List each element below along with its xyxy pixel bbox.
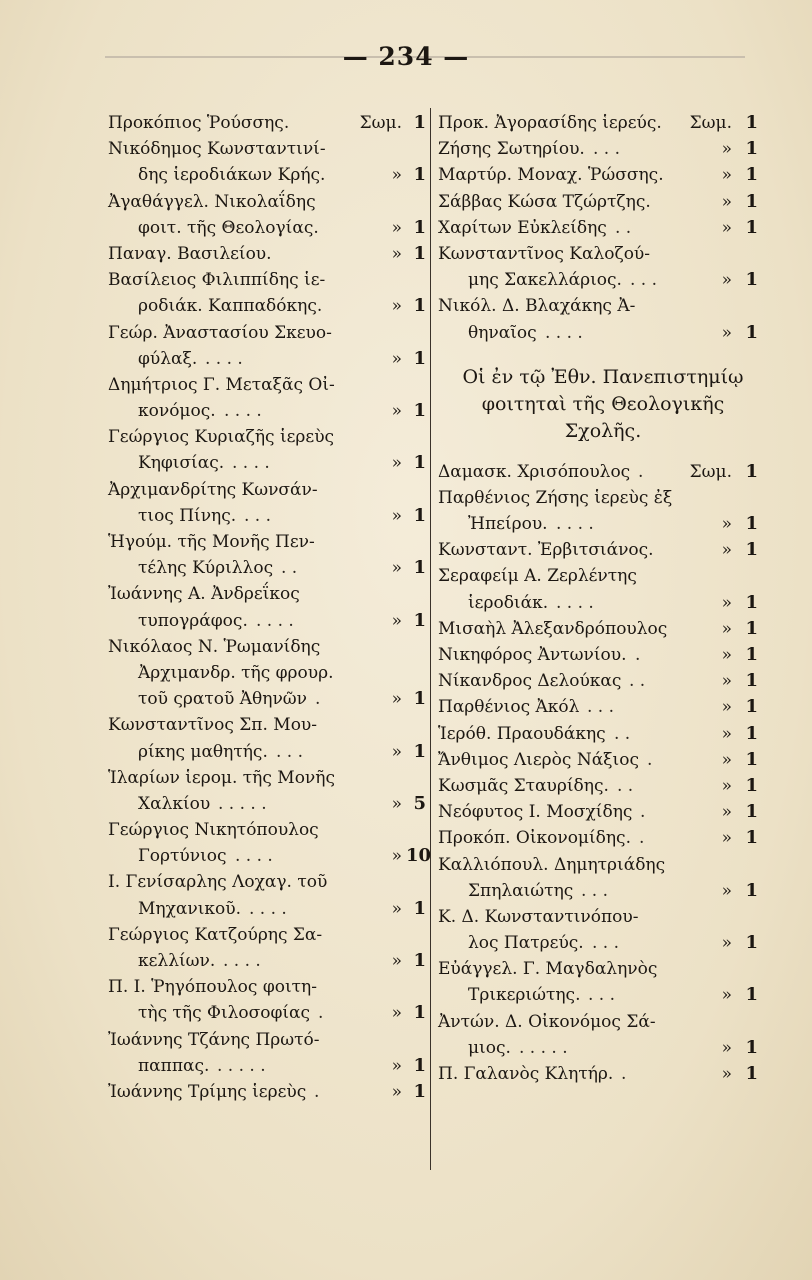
entry-text: Γεώργιος Κατζούρης Σα- xyxy=(108,924,323,945)
entry-text: Τρικεριώτης. xyxy=(468,985,581,1006)
list-entry-line xyxy=(108,581,430,607)
entry-unit-mark: » xyxy=(721,618,732,639)
entry-unit-mark: » xyxy=(721,723,732,744)
list-entry-line xyxy=(108,424,430,450)
entry-count: 1 xyxy=(413,1054,426,1076)
list-entry-line xyxy=(438,1009,768,1035)
entry-leader-dots: . . xyxy=(617,775,634,796)
entry-text: τὴς τῆς Φιλοσοφίας xyxy=(138,1003,311,1024)
entry-text: φοιτ. τῆς Θεολογίας. xyxy=(138,217,319,238)
list-entry-line xyxy=(438,694,768,720)
entry-text: Προκ. Ἀγορασίδης ἱερεύς. xyxy=(438,113,662,133)
entry-count: 1 xyxy=(413,1002,426,1024)
entry-text: Σάββας Κώσα Τζώρτζης. xyxy=(438,191,651,212)
entry-count: 1 xyxy=(745,879,758,901)
entry-leader-dots: . . . xyxy=(593,139,621,160)
list-entry-line xyxy=(438,320,768,346)
entry-text: Γεώρ. Ἀναστασίου Σκευο- xyxy=(108,322,332,343)
list-entry-line xyxy=(438,642,768,668)
entry-text: Παρθένιος Ἀκόλ xyxy=(438,697,580,718)
entry-unit-mark: Σωμ. xyxy=(359,113,402,133)
entry-count: 1 xyxy=(745,827,758,849)
entry-leader-dots: . . . . xyxy=(235,846,273,867)
entry-leader-dots: . . . xyxy=(581,880,609,901)
list-entry-line xyxy=(108,555,430,581)
entry-count: 1 xyxy=(413,557,426,579)
list-entry-line xyxy=(108,739,430,765)
entry-unit-mark: Σωμ. xyxy=(689,461,732,482)
entry-text: Ζήσης Σωτηρίου. xyxy=(438,139,585,160)
list-entry-line xyxy=(438,1035,768,1061)
entry-unit-mark: » xyxy=(721,270,732,291)
list-entry-line xyxy=(438,590,768,616)
list-entry-line xyxy=(108,660,430,686)
entry-text: Βασίλειος Φιλιππίδης ἱε- xyxy=(108,270,326,291)
entry-count: 1 xyxy=(745,932,758,954)
entry-count: 1 xyxy=(413,740,426,762)
entry-unit-mark: » xyxy=(391,453,402,474)
entry-text: Μαρτύρ. Μοναχ. Ῥώσσης. xyxy=(438,165,664,186)
entry-count: 1 xyxy=(413,897,426,919)
list-entry-line xyxy=(108,712,430,738)
entry-text: Σεραφείμ Α. Ζερλέντης xyxy=(438,566,637,587)
entry-text: Ἀρχιμανδρίτης Κωνσάν- xyxy=(108,479,318,500)
entry-count: 1 xyxy=(745,190,758,212)
entry-text: Μισαὴλ Ἀλεξανδρόπουλος xyxy=(438,618,668,639)
list-entry-line xyxy=(438,668,768,694)
entry-unit-mark: » xyxy=(391,741,402,762)
entry-count: 1 xyxy=(413,504,426,526)
list-entry-line xyxy=(438,747,768,773)
entry-leader-dots: . . . xyxy=(592,933,620,954)
list-entry-line xyxy=(438,110,768,136)
entry-unit-mark: » xyxy=(721,540,732,561)
entry-unit-mark: » xyxy=(721,775,732,796)
list-entry-line xyxy=(438,878,768,904)
right-column-top-list xyxy=(438,110,768,346)
entry-unit-mark: » xyxy=(391,610,402,631)
list-entry-line xyxy=(108,398,430,424)
entry-text: Ἠπείρου. xyxy=(468,514,548,535)
entry-leader-dots: . . . . xyxy=(205,348,243,369)
entry-text: Δημήτριος Γ. Μεταξᾶς Οἰ- xyxy=(108,374,335,395)
entry-unit-mark: » xyxy=(391,558,402,579)
entry-text: Χαρίτων Εὐκλείδης xyxy=(438,217,607,238)
entry-leader-dots: . . . . xyxy=(224,401,262,422)
entry-unit-mark: Σωμ. xyxy=(689,113,732,133)
entry-unit-mark: » xyxy=(391,243,402,264)
list-entry-line xyxy=(108,320,430,346)
list-entry-line xyxy=(108,896,430,922)
entry-text: Σπηλαιώτης xyxy=(468,880,574,901)
entry-count: 5 xyxy=(413,792,426,814)
entry-text: Ἀρχιμανδρ. τῆς φρουρ. xyxy=(138,662,334,683)
entry-count: 1 xyxy=(745,216,758,238)
entry-text: Κωνσταντῖνος Καλοζού- xyxy=(438,243,651,264)
entry-unit-mark: » xyxy=(721,165,732,186)
entry-count: 1 xyxy=(745,1063,758,1084)
entry-leader-dots: . xyxy=(640,802,646,823)
entry-unit-mark: » xyxy=(721,671,732,692)
entry-text: τέλης Κύριλλος xyxy=(138,558,274,579)
entry-leader-dots: . . . xyxy=(244,505,272,526)
entry-unit-mark: » xyxy=(721,139,732,160)
column-divider xyxy=(430,108,431,1170)
entry-leader-dots: . xyxy=(638,461,644,482)
entry-leader-dots: . . . xyxy=(588,985,616,1006)
list-entry-line xyxy=(438,162,768,188)
entry-text: Κωνσταντ. Ἐρβιτσιάνος. xyxy=(438,540,654,561)
list-entry-line xyxy=(108,372,430,398)
entry-count: 1 xyxy=(745,644,758,665)
entry-count: 1 xyxy=(413,609,426,631)
entry-text: Καλλιόπουλ. Δημητριάδης xyxy=(438,854,666,875)
entry-count: 1 xyxy=(413,452,426,474)
entry-leader-dots: . xyxy=(318,1003,324,1024)
list-entry-line xyxy=(438,799,768,825)
right-column-bottom-list xyxy=(438,459,768,1088)
entry-count: 1 xyxy=(745,748,758,770)
section-header xyxy=(438,346,768,459)
list-entry-line xyxy=(438,825,768,851)
entry-leader-dots: . . . . xyxy=(545,322,583,343)
entry-text: Χαλκίου xyxy=(138,793,211,814)
entry-unit-mark: » xyxy=(391,505,402,526)
entry-text: Ι. Γενίσαρλης Λοχαγ. τοῦ xyxy=(108,872,328,893)
entry-text: Κωσμᾶς Σταυρίδης. xyxy=(438,775,609,796)
entry-unit-mark: » xyxy=(721,985,732,1006)
entry-text: μιος. xyxy=(468,1037,511,1058)
entry-text: λος Πατρεύς. xyxy=(468,933,584,954)
entry-count: 1 xyxy=(413,688,426,710)
entry-leader-dots: . . . . . xyxy=(218,793,267,814)
entry-count: 10 xyxy=(406,845,432,867)
entry-leader-dots: . . . . . xyxy=(519,1037,568,1058)
entry-text: Γεώργιος Κυριαζῆς ἱερεὺς xyxy=(108,427,335,448)
list-entry-line xyxy=(438,267,768,293)
entry-unit-mark: » xyxy=(391,165,402,186)
list-entry-line xyxy=(438,1061,768,1087)
entry-leader-dots: . . . xyxy=(630,270,658,291)
entry-text: μης Σακελλάριος. xyxy=(468,270,622,291)
list-entry-line xyxy=(438,537,768,563)
section-header-line-2: φοιτηταὶ τῆς Θεολογικῆς xyxy=(481,392,725,415)
entry-count: 1 xyxy=(745,321,758,343)
list-entry-line xyxy=(438,511,768,537)
page-number: — 234 — xyxy=(342,42,470,71)
entry-unit-mark: » xyxy=(391,348,402,369)
entry-leader-dots: . . . . xyxy=(256,610,294,631)
entry-text: Ἀντών. Δ. Οἰκονόμος Σά- xyxy=(438,1011,656,1032)
entry-leader-dots: . . . . . xyxy=(217,1055,266,1076)
entry-unit-mark: » xyxy=(391,1003,402,1024)
list-entry-line xyxy=(108,1079,430,1105)
entry-text: Ἀγαθάγγελ. Νικολαΐδης xyxy=(108,191,316,212)
entry-count: 1 xyxy=(745,269,758,291)
entry-leader-dots: . . xyxy=(629,671,646,692)
entry-unit-mark: » xyxy=(721,828,732,849)
entry-unit-mark: » xyxy=(391,1081,402,1102)
list-entry-line xyxy=(108,267,430,293)
list-entry-line xyxy=(108,529,430,555)
right-column xyxy=(438,110,768,1087)
entry-leader-dots: . . xyxy=(614,723,631,744)
entry-text: Κηφισίας. xyxy=(138,453,225,474)
list-entry-line xyxy=(108,450,430,476)
list-entry-line xyxy=(108,686,430,712)
entry-count: 1 xyxy=(745,164,758,186)
left-column xyxy=(108,110,430,1105)
list-entry-line xyxy=(438,721,768,747)
entry-text: κελλίων. xyxy=(138,951,216,971)
entry-text: Νεόφυτος Ι. Μοσχίδης xyxy=(438,802,633,823)
entry-text: Ἄνθιμος Λιερὸς Νάξιος xyxy=(438,749,639,770)
entry-unit-mark: » xyxy=(721,1037,732,1058)
entry-count: 1 xyxy=(413,400,426,422)
list-entry-line xyxy=(108,922,430,948)
entry-count: 1 xyxy=(745,984,758,1006)
entry-leader-dots: . xyxy=(639,828,645,849)
entry-count: 1 xyxy=(745,112,758,133)
entry-unit-mark: » xyxy=(391,898,402,919)
entry-text: Νικόλαος Ν. Ῥωμανίδης xyxy=(108,636,321,657)
list-entry-line xyxy=(438,982,768,1008)
list-entry-line xyxy=(108,765,430,791)
entry-text: Νικόλ. Δ. Βλαχάκης Ἀ- xyxy=(438,296,636,317)
entry-text: Προκόπ. Οἰκονομίδης. xyxy=(438,828,631,849)
entry-text: τυπογράφος. xyxy=(138,610,248,631)
entry-unit-mark: » xyxy=(721,592,732,613)
list-entry-line xyxy=(108,503,430,529)
entry-count: 1 xyxy=(413,295,426,317)
entry-unit-mark: » xyxy=(391,689,402,710)
entry-count: 1 xyxy=(413,216,426,238)
entry-text: ἱεροδιάκ. xyxy=(468,592,549,613)
entry-text: Νίκανδρος Δελούκας xyxy=(438,671,622,692)
entry-text: παππας. xyxy=(138,1055,210,1076)
list-entry-line xyxy=(108,110,430,136)
entry-unit-mark: » xyxy=(721,1064,732,1084)
entry-text: Δαμασκ. Χρισόπουλος xyxy=(438,461,631,482)
entry-leader-dots: . . . xyxy=(276,741,304,762)
list-entry-line xyxy=(438,563,768,589)
list-entry-line xyxy=(108,608,430,634)
entry-count: 1 xyxy=(745,591,758,613)
entry-unit-mark: » xyxy=(391,217,402,238)
list-entry-line xyxy=(438,616,768,642)
list-entry-line xyxy=(438,485,768,511)
entry-unit-mark: » xyxy=(391,1055,402,1076)
entry-text: κονόμος. xyxy=(138,401,216,422)
list-entry-line xyxy=(108,817,430,843)
entry-text: Ἡγούμ. τῆς Μονῆς Πεν- xyxy=(108,532,315,552)
list-entry-line xyxy=(108,293,430,319)
entry-unit-mark: » xyxy=(721,191,732,212)
entry-count: 1 xyxy=(745,1036,758,1058)
list-entry-line xyxy=(108,477,430,503)
list-entry-line xyxy=(108,215,430,241)
list-entry-line xyxy=(108,634,430,660)
list-entry-line xyxy=(438,136,768,162)
list-entry-line xyxy=(438,189,768,215)
list-entry-line xyxy=(108,869,430,895)
entry-unit-mark: » xyxy=(721,514,732,535)
entry-unit-mark: » xyxy=(721,749,732,770)
entry-text: Εὐάγγελ. Γ. Μαγδαληνὸς xyxy=(438,959,658,980)
list-entry-line xyxy=(108,241,430,267)
entry-text: Ἱερόθ. Πραουδάκης xyxy=(438,723,606,744)
list-entry-line xyxy=(438,241,768,267)
entry-count: 1 xyxy=(413,347,426,369)
entry-text: δης ἱεροδιάκων Κρής. xyxy=(138,165,326,186)
entry-unit-mark: » xyxy=(721,802,732,823)
entry-text: Κωνσταντῖνος Σπ. Μου- xyxy=(108,715,318,736)
list-entry-line xyxy=(108,189,430,215)
entry-unit-mark: » xyxy=(391,401,402,422)
list-entry-line xyxy=(438,852,768,878)
entry-leader-dots: . . . . xyxy=(556,514,594,535)
list-entry-line xyxy=(438,215,768,241)
entry-leader-dots: . . . . xyxy=(556,592,594,613)
entry-count: 1 xyxy=(745,774,758,796)
entry-unit-mark: » xyxy=(391,296,402,317)
list-entry-line xyxy=(108,346,430,372)
entry-count: 1 xyxy=(745,138,758,160)
list-entry-line xyxy=(108,1053,430,1079)
list-entry-line xyxy=(438,293,768,319)
entry-count: 1 xyxy=(745,801,758,823)
entry-unit-mark: » xyxy=(721,645,732,665)
entry-unit-mark: » xyxy=(391,846,402,867)
entry-leader-dots: . xyxy=(314,1081,320,1102)
entry-count: 1 xyxy=(745,696,758,718)
entry-count: 1 xyxy=(745,670,758,692)
entry-leader-dots: . . . . xyxy=(223,951,261,971)
list-entry-line xyxy=(108,948,430,974)
entry-text: Ἰωάννης Α. Ἀνδρεΐκος xyxy=(108,584,300,605)
entry-text: Γορτύνιος xyxy=(138,846,227,867)
list-entry-line xyxy=(108,1027,430,1053)
entry-text: ροδιάκ. Καππαδόκης. xyxy=(138,296,323,317)
entry-text: Π. Ι. Ῥηγόπουλος φοιτη- xyxy=(108,977,317,998)
entry-unit-mark: » xyxy=(391,793,402,814)
entry-count: 1 xyxy=(745,617,758,639)
entry-text: φύλαξ. xyxy=(138,348,198,369)
entry-text: Ἰωάννης Τρίμης ἱερεὺς xyxy=(108,1081,307,1102)
list-entry-line xyxy=(438,904,768,930)
entry-leader-dots: . . xyxy=(281,558,298,579)
list-entry-line xyxy=(108,1000,430,1026)
entry-count: 1 xyxy=(745,539,758,561)
list-entry-line xyxy=(438,459,768,485)
entry-text: Προκόπιος Ῥούσσης. xyxy=(108,113,290,133)
list-entry-line xyxy=(438,773,768,799)
entry-leader-dots: . xyxy=(621,1064,627,1084)
section-header-line-3: Σχολῆς. xyxy=(564,419,642,442)
entry-count: 1 xyxy=(413,1080,426,1102)
entry-text: τιος Πίνης. xyxy=(138,505,237,526)
list-entry-line xyxy=(438,956,768,982)
entry-text: θηναῖος xyxy=(468,322,537,343)
entry-count: 1 xyxy=(745,513,758,535)
entry-text: ρίκης μαθητής. xyxy=(138,741,268,762)
entry-text: τοῦ ςρατοῦ Ἀθηνῶν xyxy=(138,689,307,710)
list-entry-line xyxy=(108,974,430,1000)
entry-text: Ἱλαρίων ἱερομ. τῆς Μονῆς xyxy=(108,767,335,788)
entry-text: Γεώργιος Νικητόπουλος xyxy=(108,820,319,841)
entry-unit-mark: » xyxy=(721,322,732,343)
entry-text: Μηχανικοῦ. xyxy=(138,898,241,919)
entry-unit-mark: » xyxy=(721,697,732,718)
list-entry-line xyxy=(108,843,430,869)
list-entry-line xyxy=(108,162,430,188)
list-entry-line xyxy=(438,930,768,956)
entry-text: Κ. Δ. Κωνσταντινόπου- xyxy=(438,906,639,927)
entry-unit-mark: » xyxy=(721,217,732,238)
entry-text: Ἰωάννης Τζάνης Πρωτό- xyxy=(108,1029,320,1050)
entry-count: 1 xyxy=(413,242,426,264)
entry-unit-mark: » xyxy=(721,880,732,901)
entry-leader-dots: . . . . xyxy=(249,898,287,919)
entry-leader-dots: . . . xyxy=(587,697,615,718)
entry-leader-dots: . xyxy=(647,749,653,770)
entry-count: 1 xyxy=(413,112,426,133)
entry-unit-mark: » xyxy=(721,933,732,954)
entry-text: Π. Γαλανὸς Κλητήρ. xyxy=(438,1064,614,1084)
entry-count: 1 xyxy=(413,950,426,971)
list-entry-line xyxy=(108,791,430,817)
section-header-line-1: Οἱ ἐν τῷ Ἐθν. Πανεπιστημίῳ xyxy=(462,365,744,388)
entry-unit-mark: » xyxy=(391,951,402,971)
entry-text: Παναγ. Βασιλείου. xyxy=(108,243,272,264)
entry-count: 1 xyxy=(413,164,426,186)
entry-leader-dots: . . . . xyxy=(232,453,270,474)
entry-count: 1 xyxy=(745,460,758,482)
entry-text: Νικόδημος Κωνσταντινί- xyxy=(108,139,326,160)
entry-count: 1 xyxy=(745,722,758,744)
entry-text: Νικηφόρος Ἀντωνίου. xyxy=(438,645,627,665)
entry-text: Παρθένιος Ζήσης ἱερεὺς ἐξ xyxy=(438,487,673,508)
entry-leader-dots: . . xyxy=(615,217,632,238)
entry-leader-dots: . xyxy=(635,645,641,665)
entry-leader-dots: . xyxy=(315,689,321,710)
list-entry-line xyxy=(108,136,430,162)
